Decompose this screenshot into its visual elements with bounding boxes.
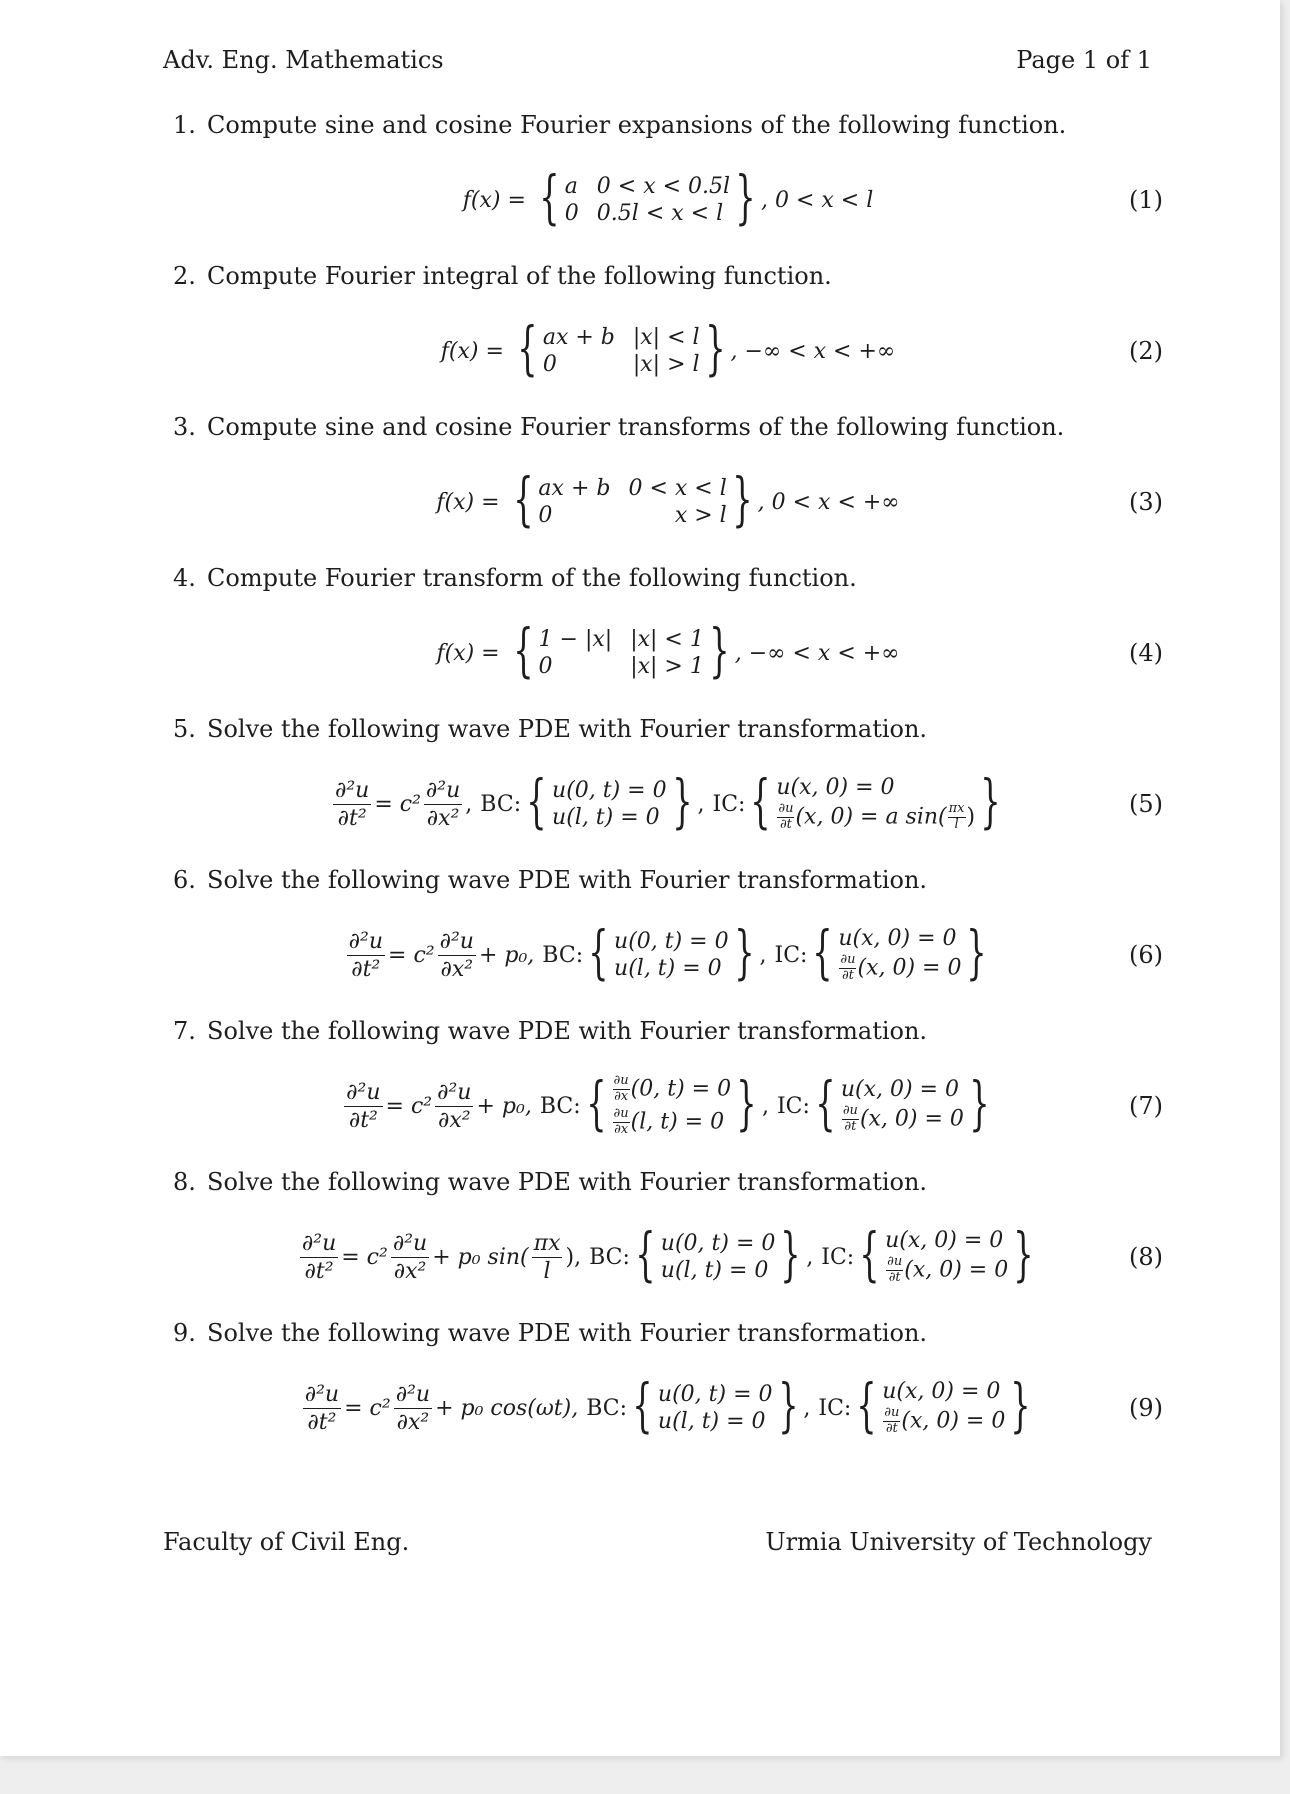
piecewise-cases: ax + b 0 < x < l 0 x > l [538, 475, 727, 528]
equation-number: (9) [1129, 1394, 1163, 1422]
equation [173, 165, 1163, 235]
problem-2 [173, 264, 1163, 400]
problem-prompt [173, 113, 1066, 137]
left-brace: { [539, 163, 560, 231]
piecewise-cases: ax + b |x| < l 0 |x| > l [542, 324, 700, 377]
function-label: f(x) = [462, 187, 526, 213]
problem-text: Compute Fourier transform of the following function. [207, 564, 857, 592]
boundary-conditions: $\frac{\partial u}{\partial x}$ (0, t) = 0 $\frac{\partial u}{\partial x}$ (l, t) = 0 [613, 1073, 732, 1137]
problem-text: Compute Fourier integral of the following function. [207, 262, 832, 290]
equation-number: (4) [1129, 639, 1163, 667]
bc-label: BC: [480, 791, 522, 817]
boundary-conditions: u(0, t) = 0 u(l, t) = 0 [657, 1381, 773, 1434]
footer-faculty: Faculty of Civil Eng. [163, 1528, 410, 1556]
problem-3 [173, 415, 1163, 551]
equation-number: (5) [1129, 790, 1163, 818]
equation: $\frac{\text{∂²u}}{\text{∂t²}}$ = c² $\frac{\text{∂²u}}{\text{∂x²}}$ + p₀, BC: { u(0, t) = 0 u(l, t) = 0 } , IC: { u(x, 0) = 0 $\frac{\partial u}{\partial t}$ (x, 0) = 0 } (6) [348, 918, 1163, 986]
boundary-conditions: u(0, t) = 0 u(l, t) = 0 [552, 777, 667, 830]
equation-number: (6) [1129, 941, 1163, 969]
ic-label: IC: [712, 791, 746, 817]
problem-8 [173, 1170, 1163, 1306]
problem-7 [173, 1019, 1163, 1155]
domain: , 0 < x < +∞ [757, 489, 900, 515]
equation: f(x) = { 1 − |x| |x| < 1 0 |x| > 1 } , −∞ < x < +∞ (4) [436, 616, 1163, 684]
initial-conditions: u(x, 0) = 0 $\frac{\partial u}{\partial t}$ (x, 0) = 0 [838, 925, 962, 984]
problem-5 [173, 717, 1163, 853]
equation-number: (7) [1129, 1092, 1163, 1120]
piecewise-cases: 1 − |x| |x| < 1 0 |x| > 1 [538, 626, 704, 679]
boundary-conditions: u(0, t) = 0 u(l, t) = 0 [614, 928, 729, 981]
problem-number: 1. [173, 111, 196, 139]
initial-conditions: u(x, 0) = 0 $\frac{\partial u}{\partial t}$ (x, 0) = 0 [882, 1378, 1006, 1437]
problem-1 [173, 113, 1163, 249]
right-brace: } [735, 163, 756, 231]
equation: $\frac{\text{∂²u}}{\text{∂t²}}$ = c² $\frac{\text{∂²u}}{\text{∂x²}}$ , BC: { u(0, t) = 0 u(l, t) = 0 } , IC: { u(x, 0) = 0 $\frac{\partial u}{\partial t}$ (x, 0) = a sin( $\frac{\pi x}{l}$ ) } (5) [334, 767, 1163, 835]
problem-number: 9. [173, 1319, 196, 1347]
problem-text: Solve the following wave PDE with Fourier transformation. [207, 866, 928, 894]
equation: $\frac{\text{∂²u}}{\text{∂t²}}$ = c² $\frac{\text{∂²u}}{\text{∂x²}}$ + p₀ cos(ωt), BC: { u(0, t) = 0 u(l, t) = 0 } , IC: { u(x, 0) = 0 $\frac{\partial u}{\partial t}$ (x, 0) = 0 } (9) [304, 1371, 1163, 1439]
problem-text: Compute sine and cosine Fourier expansions of the following function. [207, 111, 1067, 139]
problem-number: 7. [173, 1017, 196, 1045]
problem-9 [173, 1321, 1163, 1457]
equation: $\frac{\text{∂²u}}{\text{∂t²}}$ = c² $\frac{\text{∂²u}}{\text{∂x²}}$ + p₀, BC: { $\frac{\partial u}{\partial x}$ (0, t) = 0 $\frac{\partial u}{\partial x}$ (l, t) = 0 } , IC: { u(x, 0) = 0 $\frac{\partial u}{\partial t}$ (x, 0) = 0 } (7) [346, 1069, 1163, 1137]
problem-6 [173, 868, 1163, 1004]
problem-text: Compute sine and cosine Fourier transforms of the following function. [207, 413, 1065, 441]
problem-4 [173, 566, 1163, 702]
initial-conditions: u(x, 0) = 0 $\frac{\partial u}{\partial t}$ (x, 0) = a sin( $\frac{\pi x}{l}$ ) [776, 774, 976, 833]
domain: , 0 < x < l [760, 187, 874, 213]
problem-text: Solve the following wave PDE with Fourier transformation. [207, 1168, 928, 1196]
equation-number: (2) [1129, 337, 1163, 365]
footer-university: Urmia University of Technology [765, 1528, 1152, 1556]
header-page-number: Page 1 of 1 [1016, 46, 1152, 74]
equation: f(x) = { ax + b 0 < x < l 0 x > l } , 0 < x < +∞ (3) [436, 465, 1163, 533]
equation: $\frac{\text{∂²u}}{\text{∂t²}}$ = c² $\frac{\text{∂²u}}{\text{∂x²}}$ + p₀ sin( $\frac{\pi x}{l}$ ), BC: { u(0, t) = 0 u(l, t) = 0 } , IC: { u(x, 0) = 0 $\frac{\partial u}{\partial t}$ (x, 0) = 0 } (8) [301, 1220, 1163, 1288]
problem-number: 8. [173, 1168, 196, 1196]
initial-conditions: u(x, 0) = 0 $\frac{\partial u}{\partial t}$ (x, 0) = 0 [840, 1076, 964, 1135]
domain: , −∞ < x < +∞ [734, 640, 900, 666]
equation-number: (8) [1129, 1243, 1163, 1271]
problem-text: Solve the following wave PDE with Fourier transformation. [207, 1319, 928, 1347]
boundary-conditions: u(0, t) = 0 u(l, t) = 0 [660, 1230, 776, 1283]
problem-number: 6. [173, 866, 196, 894]
problem-number: 3. [173, 413, 196, 441]
problem-text: Solve the following wave PDE with Fourier transformation. [207, 1017, 928, 1045]
piecewise-cases: a 0 < x < 0.5l 0 0.5l < x < l [564, 173, 731, 226]
equation: f(x) = { ax + b |x| < l 0 |x| > l } , −∞ < x < +∞ (2) [440, 314, 1163, 382]
problem-number: 2. [173, 262, 196, 290]
domain: , −∞ < x < +∞ [730, 338, 896, 364]
problem-number: 5. [173, 715, 196, 743]
equation-number: (1) [1129, 186, 1163, 214]
problem-text: Solve the following wave PDE with Fourier transformation. [207, 715, 928, 743]
problem-number: 4. [173, 564, 196, 592]
header-course-title: Adv. Eng. Mathematics [163, 46, 444, 74]
initial-conditions: u(x, 0) = 0 $\frac{\partial u}{\partial t}$ (x, 0) = 0 [885, 1227, 1009, 1286]
equation-number: (3) [1129, 488, 1163, 516]
